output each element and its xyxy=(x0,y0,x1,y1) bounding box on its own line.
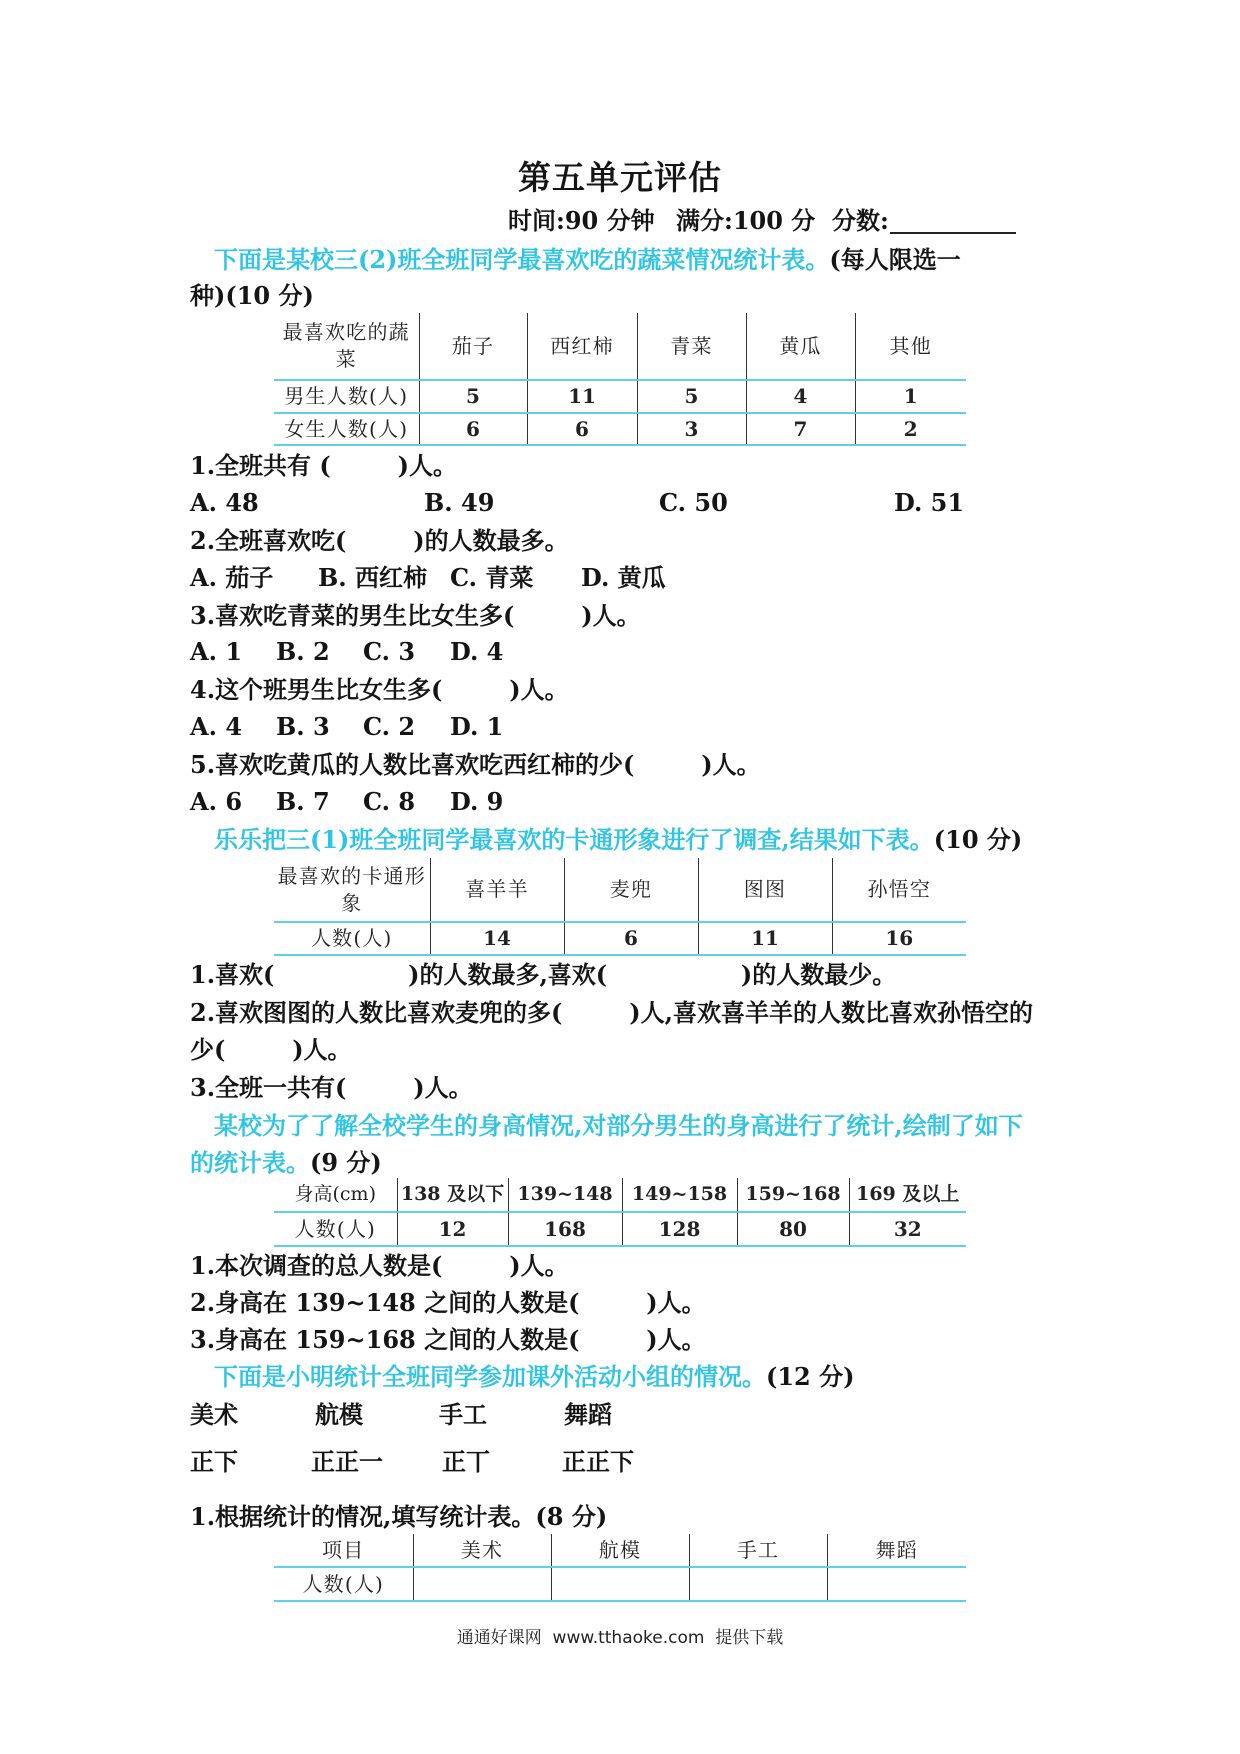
header-cell: 美术 xyxy=(413,1534,551,1567)
option-b: B. 7 xyxy=(276,787,330,816)
option-b: B. 2 xyxy=(276,637,330,666)
table-header-row xyxy=(274,1534,966,1567)
option-d: D. 51 xyxy=(894,488,965,517)
section4-score: (12 分) xyxy=(766,1362,855,1391)
table-header-row xyxy=(274,1178,966,1212)
section3-intro-text: 的统计表。 xyxy=(190,1148,310,1177)
section3-intro: 某校为了了解全校学生的身高情况,对部分男生的身高进行了统计,绘制了如下 xyxy=(214,1111,1023,1140)
page-footer: 通通好课网 www.tthaoke.com 提供下载 xyxy=(456,1628,784,1648)
table-cell: 4 xyxy=(746,380,855,413)
header-cell: 项目 xyxy=(274,1534,413,1567)
option-d: D. 9 xyxy=(450,787,504,816)
option-c: C. 50 xyxy=(659,488,728,517)
option-c: C. 8 xyxy=(363,787,416,816)
header-cell: 航模 xyxy=(551,1534,689,1567)
header-cell: 青菜 xyxy=(637,313,746,380)
question-text: 2.全班喜欢吃( )的人数最多。 xyxy=(190,526,569,555)
height-table xyxy=(274,1178,966,1247)
full-score: 满分:100 分 xyxy=(676,206,816,235)
header-cell: 149~158 xyxy=(622,1178,737,1212)
section1-intro xyxy=(214,245,961,275)
section2-intro xyxy=(214,825,1022,855)
table-cell: 32 xyxy=(849,1212,966,1246)
table-cell: 14 xyxy=(430,922,564,955)
row-label: 人数(人) xyxy=(274,1567,413,1601)
header-cell: 其他 xyxy=(855,313,966,380)
option-b: B. 49 xyxy=(424,488,495,517)
section4-intro-text: 下面是小明统计全班同学参加课外活动小组的情况。 xyxy=(214,1362,766,1391)
activity-table xyxy=(274,1534,966,1602)
tally-marks: 正丅 xyxy=(442,1447,490,1476)
table-row xyxy=(274,1567,966,1601)
row-label: 女生人数(人) xyxy=(274,413,419,445)
score-blank-line xyxy=(890,232,1016,234)
header-cell: 手工 xyxy=(689,1534,827,1567)
header-cell: 139~148 xyxy=(508,1178,622,1212)
header-cell: 138 及以下 xyxy=(397,1178,508,1212)
header-cell: 舞蹈 xyxy=(827,1534,966,1567)
section1-note-cont: 种)(10 分) xyxy=(190,281,314,310)
tally-item-label: 手工 xyxy=(439,1400,487,1429)
table-header-row xyxy=(274,313,966,380)
answer-cell xyxy=(551,1567,689,1601)
header-cell: 喜羊羊 xyxy=(430,858,564,922)
header-cell: 麦兜 xyxy=(564,858,698,922)
section1-note: (每人限选一 xyxy=(829,245,961,274)
option-a: A. 4 xyxy=(190,712,243,741)
tally-marks: 正下 xyxy=(190,1447,238,1476)
table-cell: 7 xyxy=(746,413,855,445)
table-cell: 3 xyxy=(637,413,746,445)
question-text: 3.喜欢吃青菜的男生比女生多( )人。 xyxy=(190,601,641,630)
question-text: 少( )人。 xyxy=(190,1035,352,1064)
section2-score: (10 分) xyxy=(933,825,1023,854)
table-cell: 16 xyxy=(832,922,966,955)
table-cell: 168 xyxy=(508,1212,622,1246)
table-cell: 80 xyxy=(737,1212,849,1246)
row-label: 人数(人) xyxy=(274,922,430,955)
option-a: A. 48 xyxy=(190,488,259,517)
table-cell: 2 xyxy=(855,413,966,445)
option-c: C. 2 xyxy=(363,712,416,741)
section3-intro-cont xyxy=(190,1148,382,1178)
header-cell: 身高(cm) xyxy=(274,1178,397,1212)
section4-intro xyxy=(214,1362,854,1392)
question-text: 1.全班共有 ( )人。 xyxy=(190,451,457,480)
table-cell: 6 xyxy=(419,413,527,445)
answer-cell xyxy=(827,1567,966,1601)
table-cell: 12 xyxy=(397,1212,508,1246)
row-label: 男生人数(人) xyxy=(274,380,419,413)
table-row xyxy=(274,380,966,413)
header-cell: 黄瓜 xyxy=(746,313,855,380)
option-b: B. 3 xyxy=(276,712,330,741)
section3-score: (9 分) xyxy=(310,1148,382,1177)
question-text: 3.身高在 159~168 之间的人数是( )人。 xyxy=(190,1325,706,1354)
question-text: 1.本次调查的总人数是( )人。 xyxy=(190,1251,569,1280)
header-cell: 图图 xyxy=(698,858,832,922)
vegetable-table xyxy=(274,313,966,446)
option-c: C. 青菜 xyxy=(450,563,534,592)
question-text: 1.根据统计的情况,填写统计表。(8 分) xyxy=(190,1502,608,1531)
tally-marks: 正正一 xyxy=(311,1447,383,1476)
table-cell: 11 xyxy=(698,922,832,955)
answer-cell xyxy=(689,1567,827,1601)
table-cell: 5 xyxy=(637,380,746,413)
page-title: 第五单元评估 xyxy=(518,158,722,197)
header-cell: 茄子 xyxy=(419,313,527,380)
option-d: D. 黄瓜 xyxy=(581,563,666,592)
table-cell: 1 xyxy=(855,380,966,413)
table-cell: 6 xyxy=(527,413,637,445)
question-text: 4.这个班男生比女生多( )人。 xyxy=(190,675,569,704)
exam-time: 时间:90 分钟 xyxy=(508,206,655,235)
tally-item-label: 舞蹈 xyxy=(564,1400,612,1429)
question-text: 2.身高在 139~148 之间的人数是( )人。 xyxy=(190,1288,706,1317)
table-cell: 5 xyxy=(419,380,527,413)
table-row xyxy=(274,413,966,445)
table-header-row xyxy=(274,858,966,922)
question-text: 2.喜欢图图的人数比喜欢麦兜的多( )人,喜欢喜羊羊的人数比喜欢孙悟空的 xyxy=(190,998,1033,1027)
option-a: A. 1 xyxy=(190,637,243,666)
tally-item-label: 美术 xyxy=(190,1400,238,1429)
header-cell: 169 及以上 xyxy=(849,1178,966,1212)
table-cell: 11 xyxy=(527,380,637,413)
header-cell: 孙悟空 xyxy=(832,858,966,922)
header-cell: 159~168 xyxy=(737,1178,849,1212)
table-row xyxy=(274,1212,966,1246)
option-d: D. 1 xyxy=(450,712,504,741)
tally-item-label: 航模 xyxy=(315,1400,363,1429)
tally-marks: 正正下 xyxy=(562,1447,634,1476)
option-c: C. 3 xyxy=(363,637,416,666)
table-cell: 6 xyxy=(564,922,698,955)
header-cell: 西红柿 xyxy=(527,313,637,380)
row-label: 人数(人) xyxy=(274,1212,397,1246)
header-cell: 最喜欢吃的蔬菜 xyxy=(274,313,419,380)
option-a: A. 茄子 xyxy=(190,563,274,592)
section1-intro-text: 下面是某校三(2)班全班同学最喜欢吃的蔬菜情况统计表。 xyxy=(214,245,830,274)
option-d: D. 4 xyxy=(450,637,504,666)
score-label: 分数: xyxy=(832,206,889,235)
table-cell: 128 xyxy=(622,1212,737,1246)
section2-intro-text: 乐乐把三(1)班全班同学最喜欢的卡通形象进行了调查,结果如下表。 xyxy=(214,825,934,854)
question-text: 5.喜欢吃黄瓜的人数比喜欢吃西红柿的少( )人。 xyxy=(190,750,761,779)
table-row xyxy=(274,922,966,955)
question-text: 3.全班一共有( )人。 xyxy=(190,1073,473,1102)
header-cell: 最喜欢的卡通形象 xyxy=(274,858,430,922)
question-text: 1.喜欢( )的人数最多,喜欢( )的人数最少。 xyxy=(190,960,897,989)
option-b: B. 西红柿 xyxy=(318,563,427,592)
cartoon-table xyxy=(274,858,966,956)
answer-cell xyxy=(413,1567,551,1601)
option-a: A. 6 xyxy=(190,787,243,816)
